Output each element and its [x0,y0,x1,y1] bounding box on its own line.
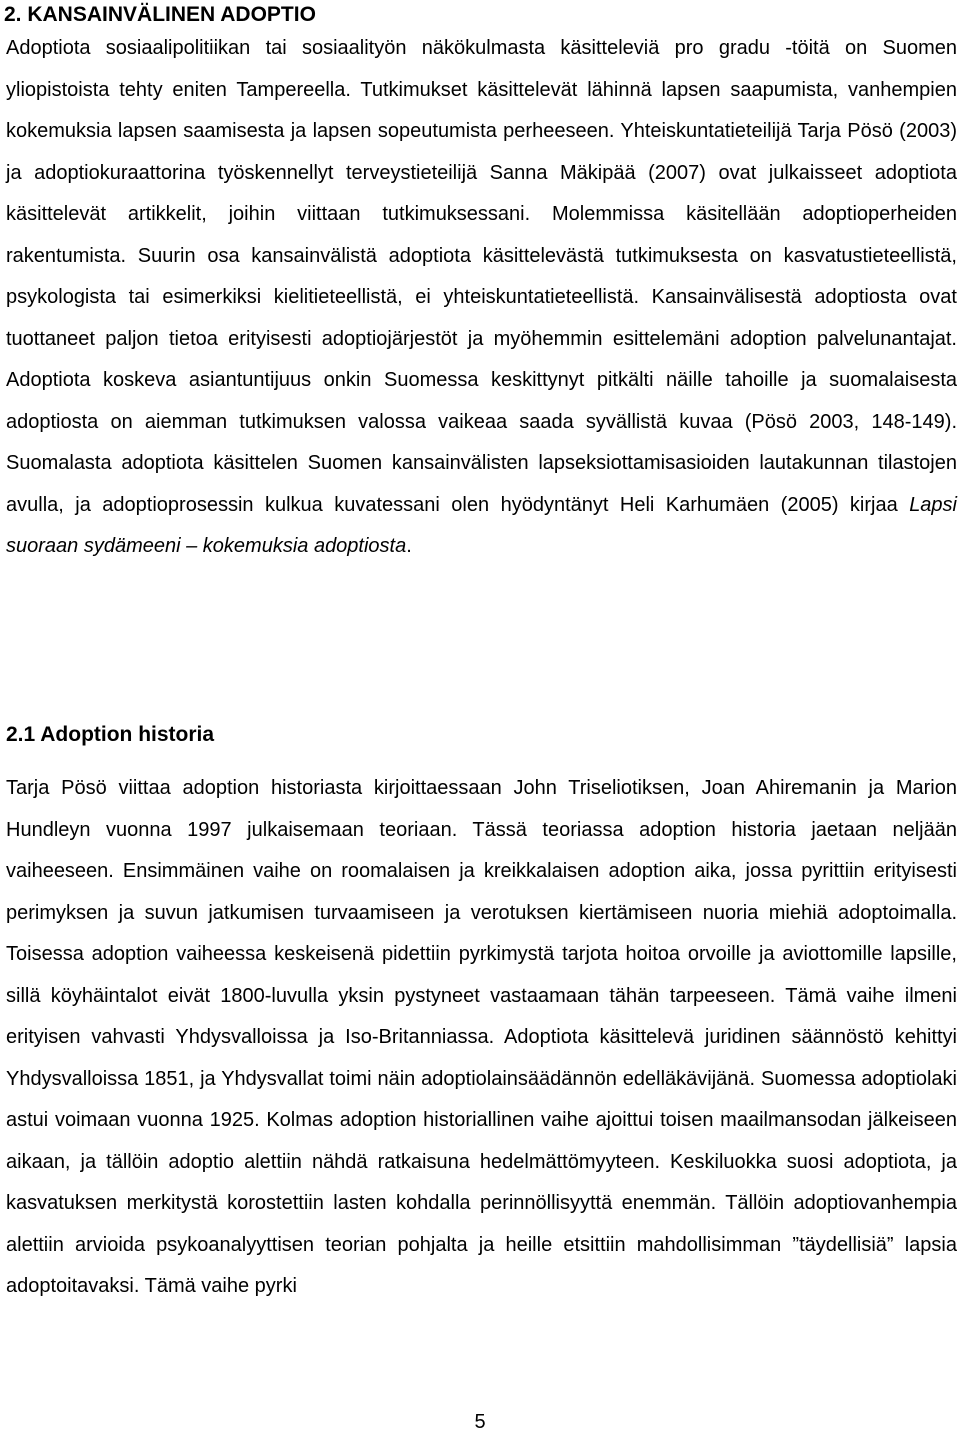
chapter-heading: 2. KANSAINVÄLINEN ADOPTIO [4,3,316,26]
intro-paragraph [6,28,957,568]
intro-paragraph-text: Adoptiota sosiaalipolitiikan tai sosiaalityön näkökulmasta käsitteleviä pro gradu -töitä on Suomen yliopistoista tehty eniten Tampereella. Tutkimukset käsittelevät lähinnä lapsen saapumista, vanhempien kokemuksia lapsen saamisesta ja lapsen sopeutumista perheeseen. Yhteiskuntatieteilijä Tarja Pösö (2003) ja adoptiokuraattorina työskennellyt terveystieteilijä Sanna Mäkipää (2007) ovat julkaisseet adoptiota käsittelevät artikkelit, joihin viittaan tutkimuksessani. Molemmissa käsitellään adoptioperheiden rakentumista. Suurin osa kansainvälistä adoptiota käsittelevästä tutkimuksesta on kasvatustieteellistä, psykologista tai esimerkiksi kielitieteellistä, ei yhteiskuntatieteellistä. Kansainvälisestä adoptiosta ovat tuottaneet paljon tietoa erityisesti adoptiojärjestöt ja myöhemmin esittelemäni adoption palvelunantajat. Adoptiota koskeva asiantuntijuus onkin Suomessa keskittynyt pitkälti näille tahoille ja suomalaisesta adoptiosta on aiemman tutkimuksen valossa vaikeaa saada syvällistä kuvaa (Pösö 2003, 148-149). Suomalasta adoptiota käsittelen Suomen kansainvälisten lapseksiottamisasioiden lautakunnan tilastojen avulla, ja adoptioprosessin kulkua kuvatessani olen hyödyntänyt Heli Karhumäen (2005) kirjaa [6,37,957,516]
page-number: 5 [474,1411,486,1433]
history-paragraph: Tarja Pösö viittaa adoption historiasta kirjoittaessaan John Triseliotiksen, Joan Ahiremanin ja Marion Hundleyn vuonna 1997 julkaisemaan teoriaan. Tässä teoriassa adoption historia jaetaan neljään vaiheeseen. Ensimmäinen vaihe on roomalaisen ja kreikkalaisen adoption aika, jossa pyrittiin erityisesti perimyksen ja suvun jatkumisen turvaamiseen ja verotuksen kiertämiseen nuoria miehiä adoptoimalla. Toisessa adoption vaiheessa keskeisenä pidettiin pyrkimystä tarjota hoitoa orvoille ja aviottomille lapsille, sillä köyhäintalot eivät 1800-luvulla yksin pystyneet vastaamaan tähän tarpeeseen. Tämä vaihe ilmeni erityisen vahvasti Yhdysvalloissa ja Iso-Britanniassa. Adoptiota käsittelevä juridinen säännöstö kehittyi Yhdysvalloissa 1851, ja Yhdysvallat toimi näin adoptiolainsäädännön edelläkävijänä. Suomessa adoptiolaki astui voimaan vuonna 1925. Kolmas adoption historiallinen vaihe ajoittui toisen maailmansodan jälkeiseen aikaan, ja tällöin adoptio alettiin nähdä ratkaisuna hedelmättömyyteen. Keskiluokka suosi adoptiota, ja kasvatuksen merkitystä korostettiin lasten kohdalla perinnöllisyyttä enemmän. Tällöin adoptiovanhempia alettiin arvioida psykoanalyyttisen teorian pohjalta ja heille etsittiin mahdollisimman ”täydellisiä” lapsia adoptoitavaksi. Tämä vaihe pyrki [6,777,957,1297]
book-title: Lapsi suoraan sydämeeni – kokemuksia adoptiosta [6,493,957,557]
intro-paragraph-end: . [406,535,412,557]
section-heading: 2.1 Adoption historia [6,723,215,746]
